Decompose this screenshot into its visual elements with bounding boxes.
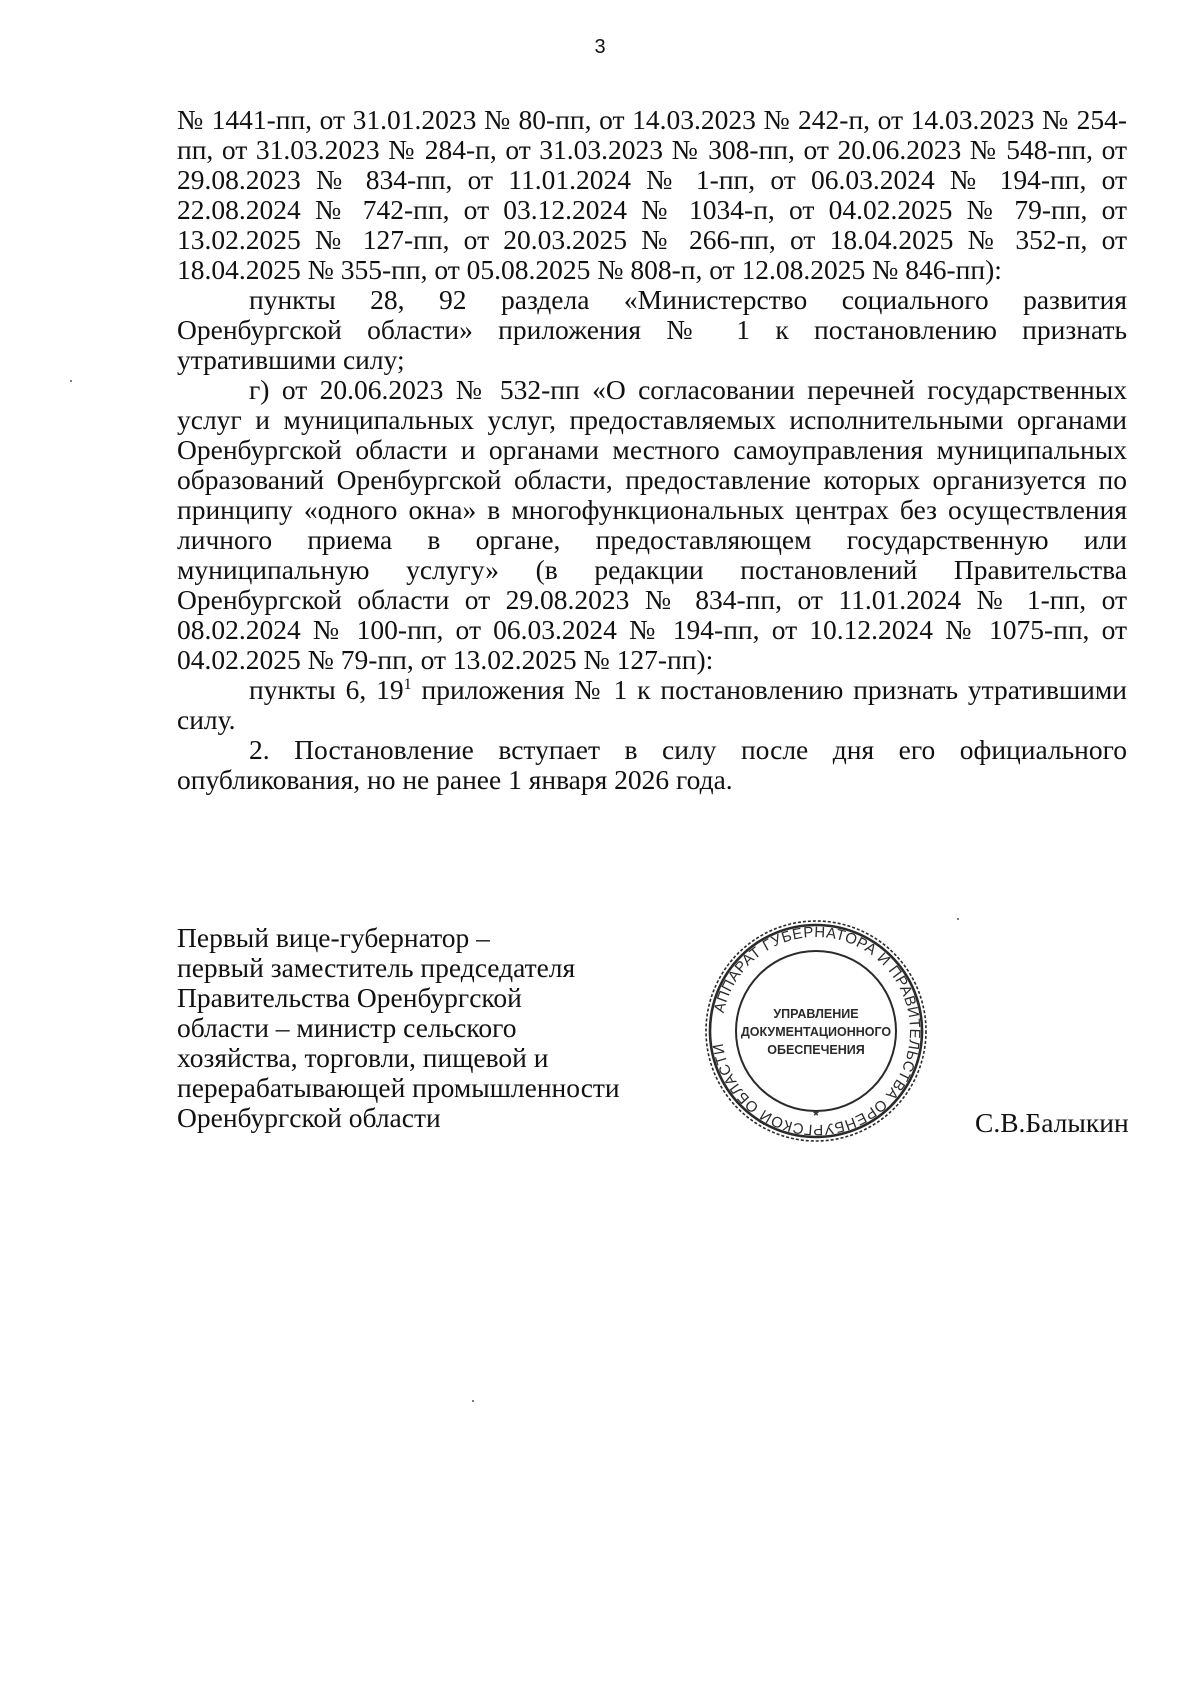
official-stamp — [703, 918, 929, 1144]
superscript-index: 1 — [403, 675, 412, 693]
signatory-title-line: перерабатывающей промышленности — [177, 1072, 620, 1103]
page-number: 3 — [594, 36, 606, 58]
points-text-after: приложения № 1 к постановлению признать утратившими силу. — [177, 674, 1127, 735]
stamp-ring-text: АППАРАТ ГУБЕРНАТОРА И ПРАВИТЕЛЬСТВА ОРЕНБУРГСКОЙ ОБЛАСТИ — [709, 923, 924, 1139]
scan-speck — [70, 380, 72, 382]
paragraph-item-g: г) от 20.06.2023 № 532-пп «О согласовании перечней государственных услуг и муниципальных услуг, предоставляемых исполнительными органами Оренбургской области и органами местного самоуправления муниципальных образований Оренбургской области, предоставление которых организуется по принципу «одного окна» в многофункциональных центрах без осуществления личного приема в органе, предоставляющем государственную или муниципальную услугу» (в редакции постановлений Правительства Оренбургской области от 29.08.2023 № 834-пп, от 11.01.2024 № 1-пп, от 08.02.2024 № 100-пп, от 06.03.2024 № 194-пп, от 10.12.2024 № 1075-пп, от 04.02.2025 № 79-пп, от 13.02.2025 № 127-пп): — [177, 374, 1127, 675]
signatory-title-line: Первый вице-губернатор – — [177, 922, 490, 953]
points-text-before: пункты 6, 19 — [249, 674, 404, 705]
signatory-title-line: области – министр сельского — [177, 1012, 517, 1043]
document-body — [177, 105, 1127, 795]
signatory-title-line: хозяйства, торговли, пищевой и — [177, 1042, 549, 1073]
scan-speck — [472, 1400, 474, 1402]
signatory-title — [177, 923, 697, 1133]
stamp-star-icon: * — [813, 1107, 819, 1123]
paragraph-amendments-list: № 1441-пп, от 31.01.2023 № 80-пп, от 14.03.2023 № 242-п, от 14.03.2023 № 254-пп, от 31.03.2023 № 284-п, от 31.03.2023 № 308-пп, от 20.06.2023 № 548-пп, от 29.08.2023 № 834-пп, от 11.01.2024 № 1-пп, от 06.03.2024 № 194-пп, от 22.08.2024 № 742-пп, от 03.12.2024 № 1034-п, от 04.02.2025 № 79-пп, от 13.02.2025 № 127-пп, от 20.03.2025 № 266-пп, от 18.04.2025 № 352-п, от 18.04.2025 № 355-пп, от 05.08.2025 № 808-п, от 12.08.2025 № 846-пп): — [177, 104, 1127, 285]
stamp-center-line: ОБЕСПЕЧЕНИЯ — [767, 1043, 865, 1057]
scan-speck — [957, 918, 959, 920]
stamp-center-line: УПРАВЛЕНИЕ — [773, 1007, 859, 1021]
signatory-title-line: Правительства Оренбургской — [177, 982, 522, 1013]
paragraph-points-6-19 — [177, 675, 1127, 735]
signatory-title-line: Оренбургской области — [177, 1102, 441, 1133]
paragraph-entry-into-force: 2. Постановление вступает в силу после дня его официального опубликования, но не ранее 1 января 2026 года. — [177, 734, 1127, 795]
stamp-center-line: ДОКУМЕНТАЦИОННОГО — [740, 1025, 892, 1039]
paragraph-points-28-92: пункты 28, 92 раздела «Министерство социального развития Оренбургской области» приложения № 1 к постановлению признать утратившими силу; — [177, 284, 1127, 375]
signatory-title-line: первый заместитель председателя — [177, 952, 576, 983]
signer-name: С.В.Балыкин — [975, 1107, 1129, 1138]
